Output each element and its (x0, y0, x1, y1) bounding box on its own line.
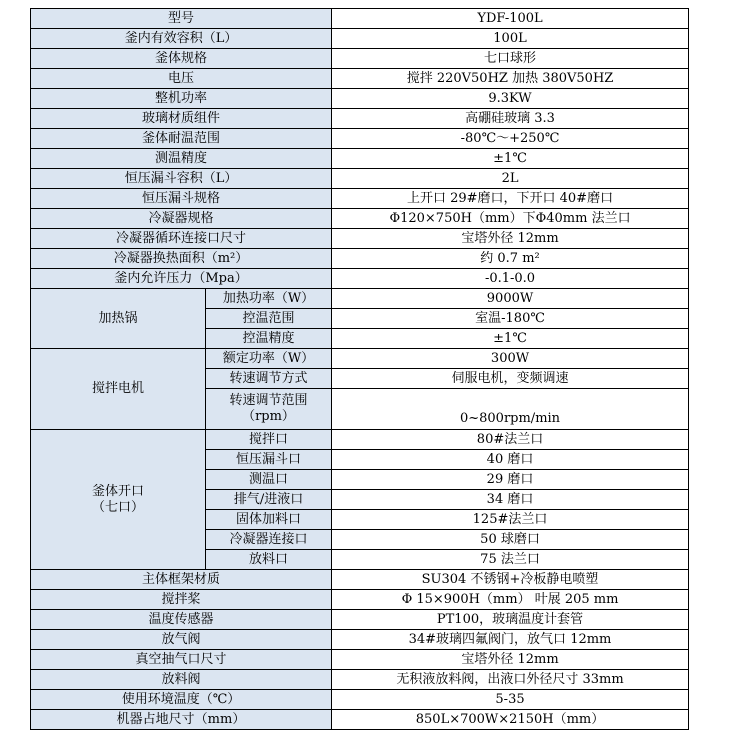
spec-value: 100L (332, 29, 689, 49)
spec-value: 9000W (332, 289, 689, 309)
spec-value: ±1℃ (332, 329, 689, 349)
spec-value: 七口球形 (332, 49, 689, 69)
spec-value: 宝塔外径 12mm (332, 229, 689, 249)
spec-label: 玻璃材质组件 (31, 109, 332, 129)
spec-label: 釜体耐温范围 (31, 129, 332, 149)
spec-value: 搅拌 220V50HZ 加热 380V50HZ (332, 69, 689, 89)
spec-label: 放料口 (206, 550, 332, 570)
spec-label: 釜体规格 (31, 49, 332, 69)
spec-value: 5-35 (332, 690, 689, 710)
spec-label: 型号 (31, 9, 332, 29)
spec-value: 2L (332, 169, 689, 189)
spec-value: 50 球磨口 (332, 530, 689, 550)
spec-label: 使用环境温度（℃） (31, 690, 332, 710)
spec-label: 冷凝器循环连接口尺寸 (31, 229, 332, 249)
spec-label: 放气阀 (31, 630, 332, 650)
spec-value: 300W (332, 349, 689, 369)
spec-value: 上开口 29#磨口，下开口 40#磨口 (332, 189, 689, 209)
spec-value: -0.1-0.0 (332, 269, 689, 289)
spec-label: 恒压漏斗口 (206, 450, 332, 470)
spec-value: Φ 15×900H（mm） 叶展 205 mm (332, 590, 689, 610)
spec-label: 转速调节范围（rpm） (206, 389, 332, 430)
spec-value: YDF-100L (332, 9, 689, 29)
spec-value: PT100，玻璃温度计套管 (332, 610, 689, 630)
spec-value: 125#法兰口 (332, 510, 689, 530)
spec-value: 室温-180℃ (332, 309, 689, 329)
spec-label: 恒压漏斗规格 (31, 189, 332, 209)
spec-value: -80℃～+250℃ (332, 129, 689, 149)
spec-label: 转速调节方式 (206, 369, 332, 389)
spec-label: 控温范围 (206, 309, 332, 329)
spec-label: 整机功率 (31, 89, 332, 109)
spec-label: 电压 (31, 69, 332, 89)
spec-label: 放料阀 (31, 670, 332, 690)
spec-value: Φ120×750H（mm）下Φ40mm 法兰口 (332, 209, 689, 229)
spec-label: 冷凝器规格 (31, 209, 332, 229)
spec-label: 加热功率（W） (206, 289, 332, 309)
spec-label: 釜内允许压力（Mpa） (31, 269, 332, 289)
spec-value: 75 法兰口 (332, 550, 689, 570)
spec-label: 冷凝器连接口 (206, 530, 332, 550)
spec-label: 搅拌桨 (31, 590, 332, 610)
spec-label: 搅拌口 (206, 430, 332, 450)
spec-label: 冷凝器换热面积（m²） (31, 249, 332, 269)
spec-value: 约 0.7 m² (332, 249, 689, 269)
spec-table (30, 8, 689, 730)
ports-group-subtitle: （七口） (91, 499, 144, 515)
spec-value: 伺服电机，变频调速 (332, 369, 689, 389)
spec-value: 高硼硅玻璃 3.3 (332, 109, 689, 129)
ports-group-title: 釜体开口 (91, 483, 144, 499)
spec-label: 控温精度 (206, 329, 332, 349)
spec-label: 温度传感器 (31, 610, 332, 630)
spec-value: 34 磨口 (332, 490, 689, 510)
spec-value: 无积液放料阀，出液口外径尺寸 33mm (332, 670, 689, 690)
spec-value: 9.3KW (332, 89, 689, 109)
spec-value: 34#玻璃四氟阀门，放气口 12mm (332, 630, 689, 650)
spec-label: 固体加料口 (206, 510, 332, 530)
spec-value: 宝塔外径 12mm (332, 650, 689, 670)
spec-label: 釜内有效容积（L） (31, 29, 332, 49)
spec-label: 真空抽气口尺寸 (31, 650, 332, 670)
spec-value: SU304 不锈钢+冷板静电喷塑 (332, 570, 689, 590)
spec-value: 850L×700W×2150H（mm） (332, 710, 689, 730)
spec-label: 排气/进液口 (206, 490, 332, 510)
spec-value: 80#法兰口 (332, 430, 689, 450)
ports-group-label (31, 430, 206, 570)
spec-value: 0~800rpm/min (332, 389, 689, 430)
motor-group-label: 搅拌电机 (31, 349, 206, 430)
spec-label: 额定功率（W） (206, 349, 332, 369)
spec-value: 40 磨口 (332, 450, 689, 470)
spec-value: 29 磨口 (332, 470, 689, 490)
spec-label: 主体框架材质 (31, 570, 332, 590)
spec-value: ±1℃ (332, 149, 689, 169)
spec-label: 机器占地尺寸（mm） (31, 710, 332, 730)
spec-label: 测温精度 (31, 149, 332, 169)
heating-group-label: 加热锅 (31, 289, 206, 349)
spec-label: 恒压漏斗容积（L） (31, 169, 332, 189)
spec-label: 测温口 (206, 470, 332, 490)
